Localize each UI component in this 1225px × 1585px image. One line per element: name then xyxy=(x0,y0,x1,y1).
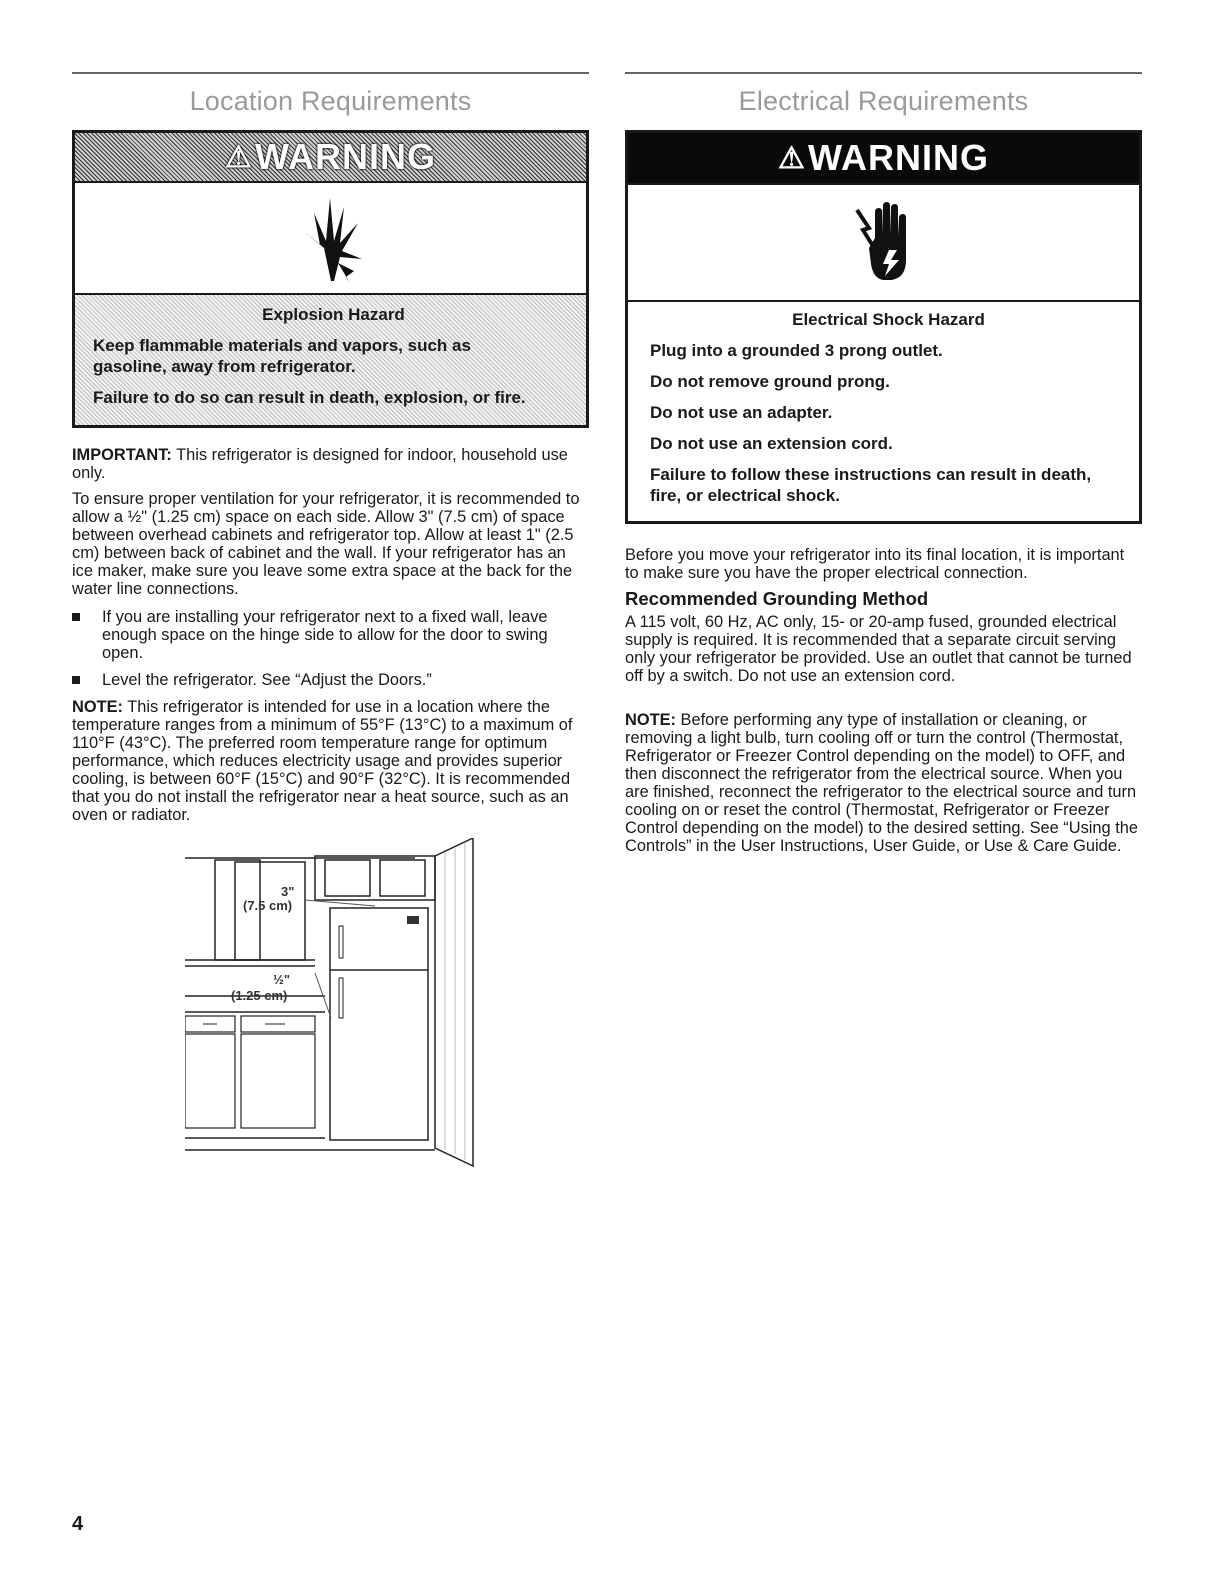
bullet-icon xyxy=(72,676,80,684)
bullet-icon xyxy=(72,613,80,621)
warning-line: gasoline, away from refrigerator. xyxy=(93,357,356,376)
section-divider xyxy=(72,72,589,74)
warning-line: Plug into a grounded 3 prong outlet. xyxy=(650,341,943,360)
warning-line: Do not use an extension cord. xyxy=(650,434,893,453)
section-title-electrical: Electrical Requirements xyxy=(738,86,1029,116)
top-gap-metric-label: (7.5 cm) xyxy=(243,898,293,913)
grounding-paragraph: A 115 volt, 60 Hz, AC only, 15- or 20-amp fused, grounded electrical supply is required. It is recommended that a separate circuit serving only your refrigerator be provided. Use an outlet that cannot be turned off by a switch. Do not use an extension cord. xyxy=(625,613,1132,685)
top-gap-label: 3" xyxy=(281,884,295,899)
shock-icon-panel xyxy=(628,183,1139,302)
note-paragraph xyxy=(72,698,589,824)
electrical-shock-icon xyxy=(849,198,919,288)
list-item xyxy=(72,671,589,689)
side-gap-metric-label: (1.25 cm) xyxy=(231,988,288,1003)
clearance-diagram xyxy=(185,838,475,1168)
bullet-text: Level the refrigerator. See “Adjust the Doors.” xyxy=(102,671,432,689)
list-item xyxy=(72,608,589,662)
hazard-title: Electrical Shock Hazard xyxy=(792,310,985,329)
note-label: NOTE: xyxy=(72,698,123,716)
page-number: 4 xyxy=(72,1513,84,1535)
side-gap-label: ½" xyxy=(273,972,291,987)
warning-banner-text: WARNING xyxy=(254,136,436,177)
warning-line: Keep flammable materials and vapors, such as xyxy=(93,336,471,355)
hazard-title: Explosion Hazard xyxy=(262,305,405,324)
note-text: Before performing any type of installation or cleaning, or removing a light bulb, turn cooling off or turn the control (Thermostat, Refrigerator or Freezer Control depending on the model) to OFF, and then disconnect the refrigerator from the electrical source. When you are finished, reconnect the refrigerator to the electrical source and turn cooling on or reset the control (Thermostat, Refrigerator or Freezer Control depending on the model) to the desired setting. See “Using the Controls” in the User Instructions, User Guide, or Use & Care Guide. xyxy=(625,711,1138,855)
shock-warning-box xyxy=(625,130,1142,524)
warning-line: Failure to follow these instructions can result in death, fire, or electrical shock. xyxy=(650,465,1092,505)
warning-banner xyxy=(75,133,586,181)
explosion-icon xyxy=(296,193,366,283)
ventilation-paragraph: To ensure proper ventilation for your refrigerator, it is recommended to allow a ½" (1.25 cm) space on each side. Allow 3" (7.5 cm) of space between overhead cabinets and refrigerator top. Allow at least 1" (2.5 cm) between back of cabinet and the wall. If your refrigerator has an ice maker, make sure you leave some extra space at the back for the water line connections. xyxy=(72,490,580,598)
intro-paragraph: Before you move your refrigerator into its final location, it is important to make sure you have the proper electrical connection. xyxy=(625,546,1125,582)
note-label: NOTE: xyxy=(625,711,676,729)
warning-banner xyxy=(628,133,1139,183)
grounding-heading: Recommended Grounding Method xyxy=(625,588,929,609)
warning-line: Failure to do so can result in death, explosion, or fire. xyxy=(93,388,526,407)
warning-triangle-icon: ⚠ xyxy=(225,140,253,174)
note-paragraph xyxy=(625,711,1142,855)
bullet-text: If you are installing your refrigerator next to a fixed wall, leave enough space on the hinge side to allow for the door to swing open. xyxy=(102,608,548,662)
important-label: IMPORTANT: xyxy=(72,446,172,464)
section-title-location: Location Requirements xyxy=(189,86,472,116)
warning-line: Do not remove ground prong. xyxy=(650,372,890,391)
important-paragraph xyxy=(72,446,589,482)
warning-line: Do not use an adapter. xyxy=(650,403,833,422)
warning-banner-text: WARNING xyxy=(807,137,989,178)
explosion-icon-panel xyxy=(75,181,586,295)
note-text: This refrigerator is intended for use in a location where the temperature ranges from a minimum of 55°F (13°C) to a maximum of 110°F (43°C). The preferred room temperature range for optimum performance, which reduces electricity usage and provides superior cooling, is between 60°F (15°C) and 90°F (32°C). It is recommended that you do not install the refrigerator near a heat source, such as an oven or radiator. xyxy=(72,698,573,824)
explosion-warning-box xyxy=(72,130,589,428)
section-divider xyxy=(625,72,1142,74)
important-text: This refrigerator is designed for indoor, household use only. xyxy=(72,446,568,482)
warning-triangle-icon: ⚠ xyxy=(778,141,806,175)
